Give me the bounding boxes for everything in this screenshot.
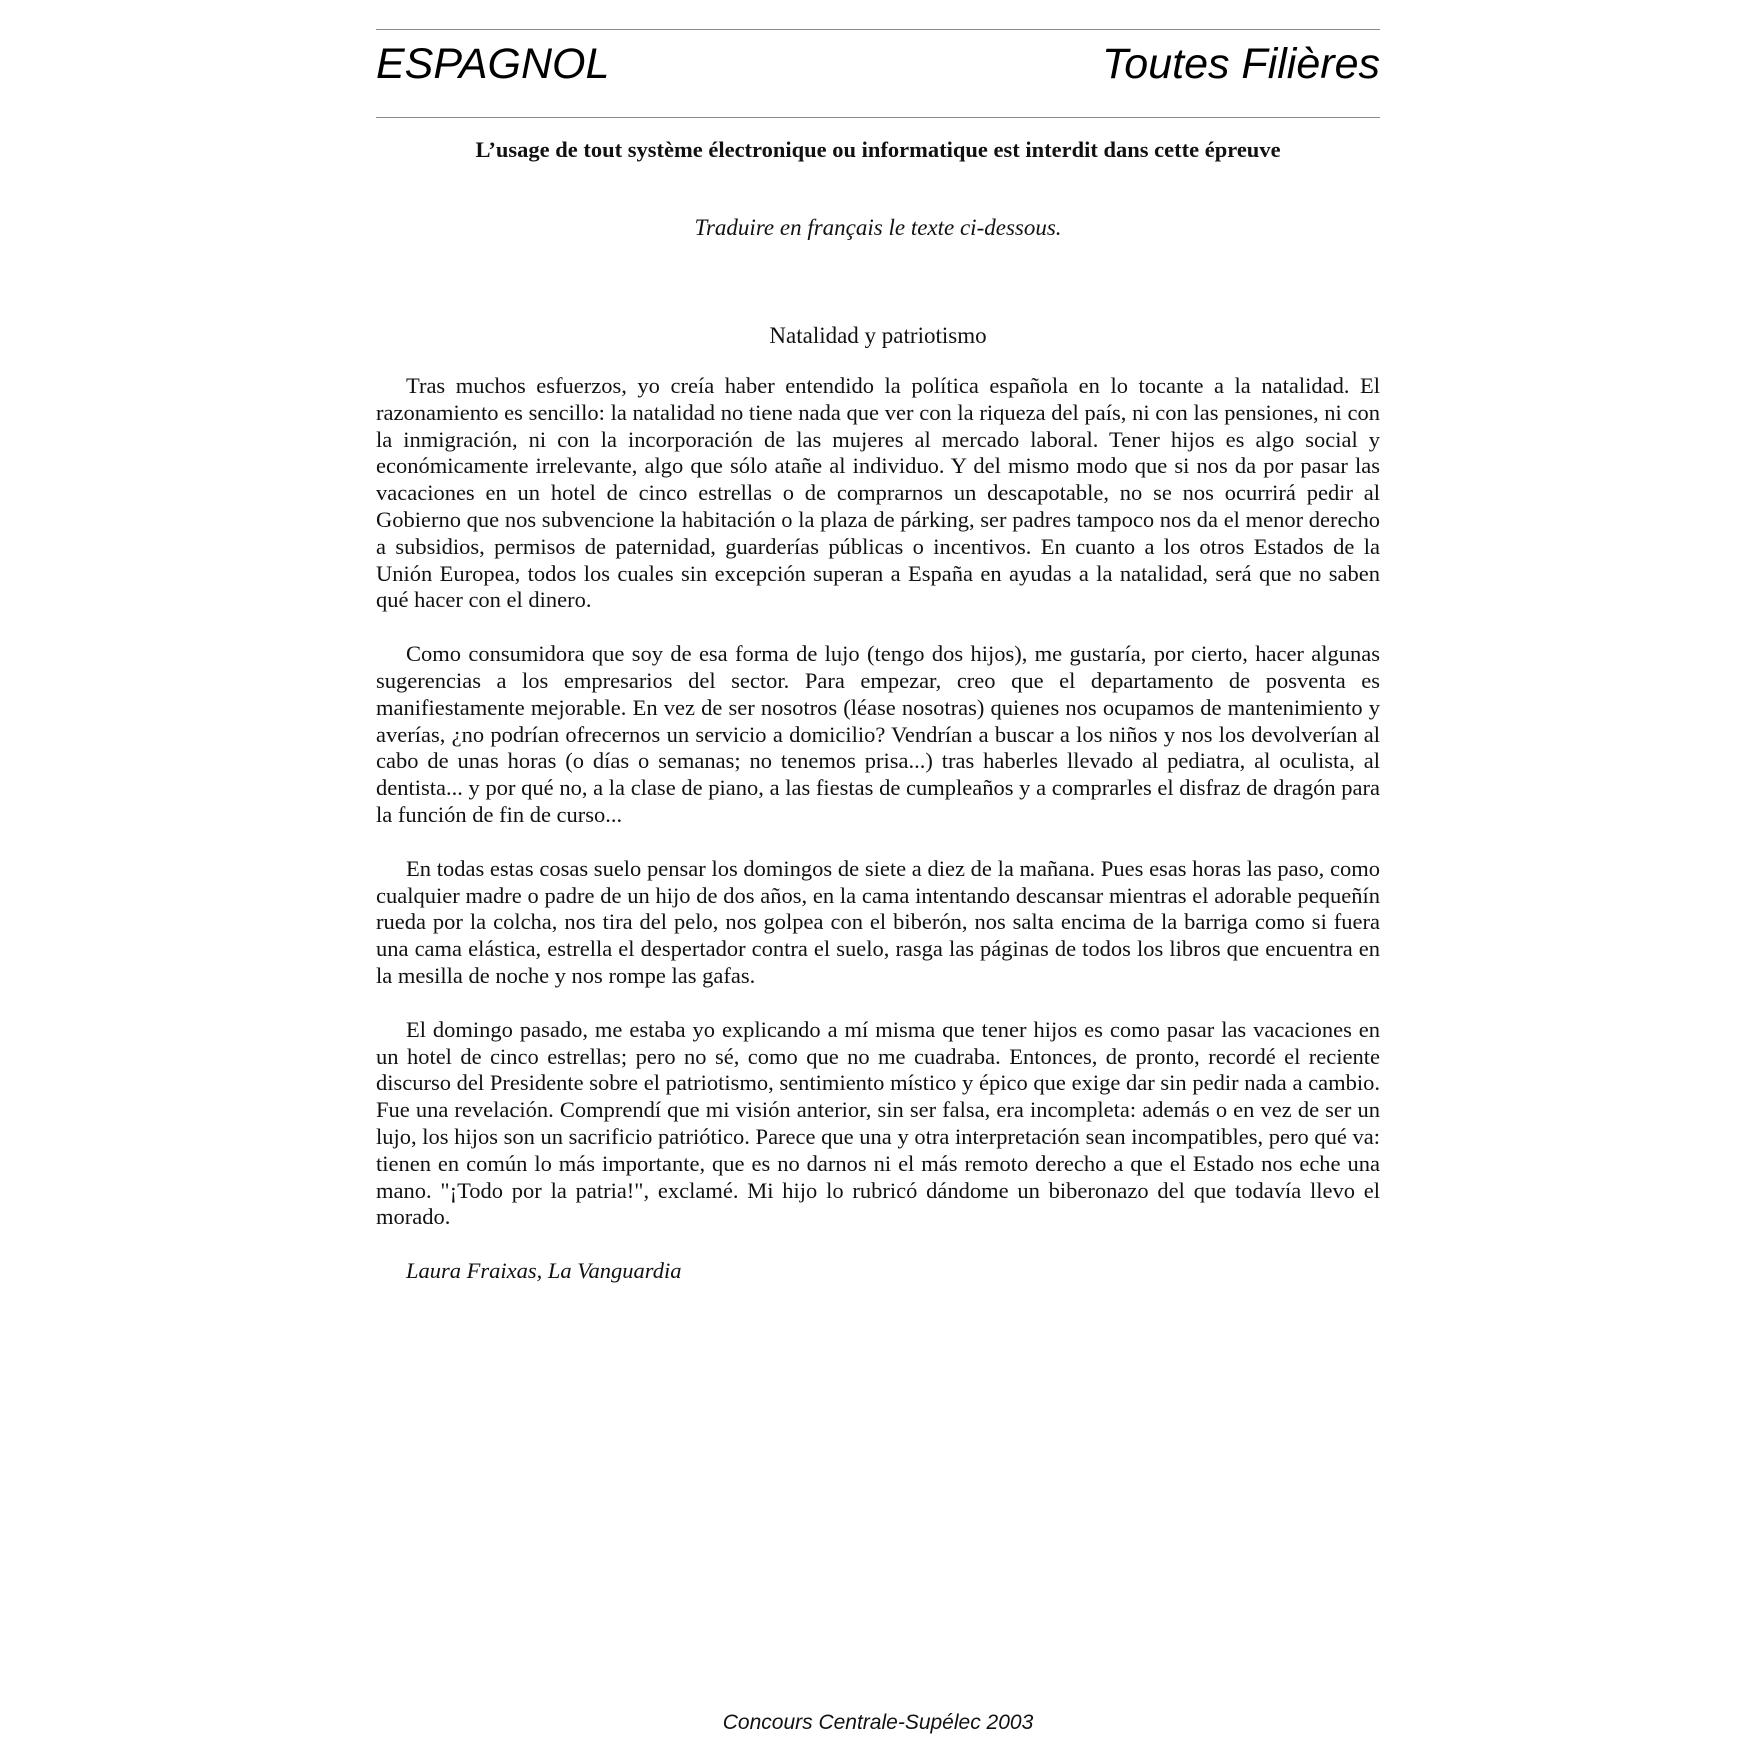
track-heading: Toutes Filières [1101,40,1380,88]
header-top-rule [376,29,1380,30]
header-bottom-rule [376,117,1380,118]
translation-instruction: Traduire en français le texte ci-dessous. [694,215,1062,240]
article-paragraph: Como consumidora que soy de esa forma de lujo (tengo dos hijos), me gustaría, por cierto, hacer algunas sugerencias a los empresarios del sector. Para empezar, creo que el departamento de posventa es manifiestamente mejorable. En vez de ser nosotros (léase nosotras) quienes nos ocupamos de mantenimiento y averías, ¿no podrían ofrecernos un servicio a domicilio? Vendrían a buscar a los niños y nos los devolverían al cabo de unas horas (o días o semanas; no tenemos prisa...) tras haberles llevado al pediatra, al oculista, al dentista... y por qué no, a la clase de piano, a las fiestas de cumpleaños y a comprarles el disfraz de dragón para la función de fin de curso... [376,641,1380,827]
exam-page [376,0,1380,1754]
article-paragraph: Tras muchos esfuerzos, yo creía haber entendido la política española en lo tocante a la natalidad. El razonamiento es sencillo: la natalidad no tiene nada que ver con la riqueza del país, ni con las pensiones, ni con la inmigración, ni con la incorporación de las mujeres al mercado laboral. Tener hijos es algo social y económicamente irrelevante, algo que sólo atañe al individuo. Y del mismo modo que si nos da por pasar las vacaciones en un hotel de cinco estrellas o de comprarnos un descapotable, no se nos ocurrirá pedir al Gobierno que nos subvencione la habitación o la plaza de párking, ser padres tampoco nos da el menor derecho a subsidios, permisos de paternidad, guarderías públicas o incentivos. En cuanto a los otros Estados de la Unión Europea, todos los cuales sin excepción superan a España en ayudas a la natalidad, será que no saben qué hacer con el dinero. [376,373,1380,613]
article-paragraph: En todas estas cosas suelo pensar los domingos de siete a diez de la mañana. Pues esas horas las paso, como cualquier madre o padre de un hijo de dos años, en la cama intentando descansar mientras el adorable pequeñín rueda por la colcha, nos tira del pelo, nos golpea con el biberón, nos salta encima de la barriga como si fuera una cama elástica, estrella el despertador contra el suelo, rasga las páginas de todos los libros que encuentra en la mesilla de noche y nos rompe las gafas. [376,855,1380,988]
electronics-notice: L’usage de tout système électronique ou informatique est interdit dans cette épreuve [475,137,1281,162]
page-footer: Concours Centrale-Supélec 2003 [722,1711,1034,1734]
subject-heading: ESPAGNOL [376,40,610,88]
article-body [376,373,1380,1312]
article-signature: Laura Fraixas, La Vanguardia [406,1258,682,1284]
article-title: Natalidad y patriotismo [769,323,987,348]
article-paragraph: El domingo pasado, me estaba yo explicando a mí misma que tener hijos es como pasar las vacaciones en un hotel de cinco estrellas; pero no sé, como que no me cuadraba. Entonces, de pronto, recordé el reciente discurso del Presidente sobre el patriotismo, sentimiento místico y épico que exige dar sin pedir nada a cambio. Fue una revelación. Comprendí que mi visión anterior, sin ser falsa, era incompleta: además o en vez de ser un lujo, los hijos son un sacrificio patriótico. Parece que una y otra interpretación sean incompatibles, pero qué va: tienen en común lo más importante, que es no darnos ni el más remoto derecho a que el Estado nos eche una mano. "¡Todo por la patria!", exclamé. Mi hijo lo rubricó dándome un biberonazo del que todavía llevo el morado. [376,1016,1380,1230]
